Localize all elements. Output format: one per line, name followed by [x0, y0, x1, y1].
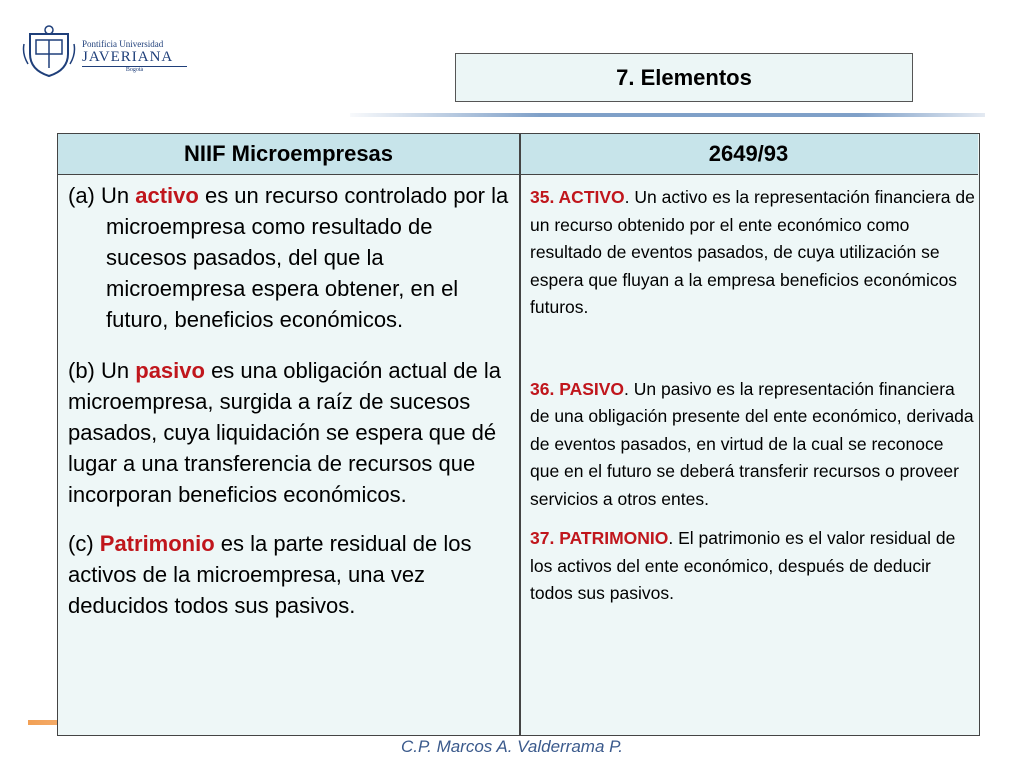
niif-pasivo: (b) Un pasivo es una obligación actual de la microempresa, surgida a raíz de sucesos pasados, cuya liquidación se espera que dé lugar a una transferencia de recursos que incorporan beneficios económicos. [68, 358, 501, 507]
niif-activo: (a) Un activo es un recurso controlado por la microempresa como resultado de sucesos pasados, del que la microempresa espera obtener, en el futuro, beneficios económicos. [68, 183, 509, 332]
logo-line1: Pontificia Universidad [82, 39, 164, 49]
decree-pasivo: 36. PASIVO. Un pasivo es la representación financiera de una obligación presente del ente económico, derivada de eventos pasados, en virtud de la cual se reconoce que en el futuro se deberá transferir recursos o proveer servicios a otros entes. [530, 378, 974, 509]
decree-patrimonio: 37. PATRIMONIO. El patrimonio es el valor residual de los activos del ente económico, después de deducir todos sus pasivos. [530, 528, 956, 603]
term-36-pasivo: 36. PASIVO [530, 378, 625, 399]
slide-title: 7. Elementos [455, 53, 913, 102]
comparison-table [57, 133, 980, 736]
term-pasivo: pasivo [135, 358, 205, 383]
logo-line3: Bogotá [82, 66, 187, 73]
term-37-patrimonio: 37. PATRIMONIO [530, 528, 669, 548]
divider-line [350, 113, 985, 117]
header-niif: NIIF Microempresas [58, 134, 519, 175]
term-activo: activo [135, 183, 199, 208]
niif-patrimonio: (c) Patrimonio es la parte residual de los activos de la microempresa, una vez deducidos todos sus pasivos. [68, 531, 472, 618]
decree-activo: 35. ACTIVO. Un activo es la representación financiera de un recurso obtenido por el ente económico como resultado de eventos pasados, de cuya utilización se espera que fluyan a la empresa beneficios económicos futuros. [530, 187, 975, 317]
coat-of-arms-icon [22, 24, 76, 78]
decree-column [530, 184, 975, 608]
university-logo [22, 24, 182, 80]
header-2649: 2649/93 [519, 134, 978, 175]
term-35-activo: 35. ACTIVO [530, 187, 625, 207]
column-divider [519, 134, 521, 735]
niif-column [68, 180, 514, 621]
logo-line2: JAVERIANA [82, 49, 174, 65]
term-patrimonio: Patrimonio [99, 531, 215, 556]
author-footer: C.P. Marcos A. Valderrama P. [400, 737, 624, 756]
